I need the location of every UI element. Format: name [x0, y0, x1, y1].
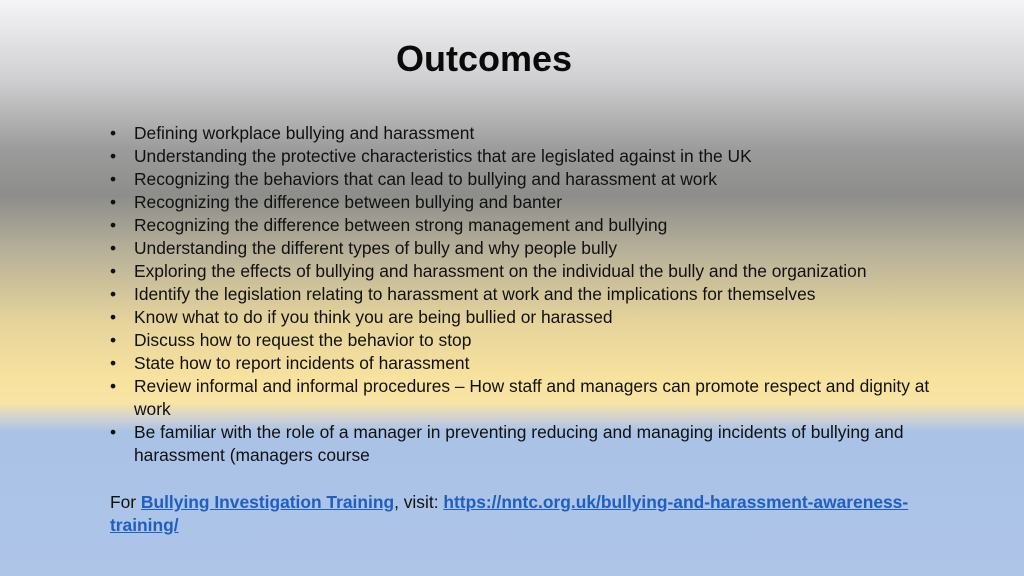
footer-links: [110, 491, 960, 537]
bullet-icon: •: [110, 192, 117, 212]
bullet-icon: •: [110, 353, 117, 373]
list-item: [110, 122, 960, 145]
bullet-icon: •: [110, 146, 117, 166]
list-item: [110, 145, 960, 168]
list-item-text: Know what to do if you think you are being bullied or harassed: [134, 307, 613, 327]
bullet-icon: •: [110, 376, 117, 396]
bullet-icon: •: [110, 284, 117, 304]
list-item: [110, 214, 960, 237]
bullet-icon: •: [110, 123, 117, 143]
url-link[interactable]: https://nntc.org.uk/bullying-and-harassment-awareness-training/: [110, 492, 909, 535]
bullet-icon: •: [110, 307, 117, 327]
bullet-icon: •: [110, 422, 117, 442]
list-item-text: Understanding the different types of bully and why people bully: [134, 238, 618, 258]
list-item-text: Discuss how to request the behavior to stop: [134, 330, 472, 350]
list-item: [110, 306, 960, 329]
list-item-text: Understanding the protective characteristics that are legislated against in the UK: [134, 146, 752, 166]
footer-prefix: For: [110, 492, 141, 512]
bullet-icon: •: [110, 330, 117, 350]
list-item-text: Recognizing the difference between strong management and bullying: [134, 215, 668, 235]
list-item: [110, 237, 960, 260]
list-item-text: Recognizing the behaviors that can lead to bullying and harassment at work: [134, 169, 717, 189]
list-item: [110, 421, 960, 467]
list-item-text: Be familiar with the role of a manager in preventing reducing and managing incidents of bullying and harassment (managers course: [134, 422, 904, 465]
outcomes-list: [110, 122, 960, 467]
list-item: [110, 329, 960, 352]
slide-title: Outcomes: [395, 38, 573, 79]
bullet-icon: •: [110, 215, 117, 235]
list-item-text: Exploring the effects of bullying and harassment on the individual the bully and the organization: [134, 261, 867, 281]
list-item-text: Review informal and informal procedures – How staff and managers can promote respect and dignity at work: [134, 376, 930, 419]
bullet-icon: •: [110, 169, 117, 189]
list-item-text: Defining workplace bullying and harassment: [134, 123, 475, 143]
list-item: [110, 168, 960, 191]
bullet-icon: •: [110, 238, 117, 258]
bullet-icon: •: [110, 261, 117, 281]
list-item: [110, 260, 960, 283]
list-item: [110, 283, 960, 306]
list-item: [110, 375, 960, 421]
training-link[interactable]: Bullying Investigation Training: [140, 492, 395, 512]
list-item-text: Recognizing the difference between bullying and banter: [134, 192, 562, 212]
list-item: [110, 352, 960, 375]
list-item-text: State how to report incidents of harassment: [134, 353, 470, 373]
footer-middle: , visit:: [394, 492, 444, 512]
list-item: [110, 191, 960, 214]
list-item-text: Identify the legislation relating to harassment at work and the implications for themselves: [134, 284, 816, 304]
